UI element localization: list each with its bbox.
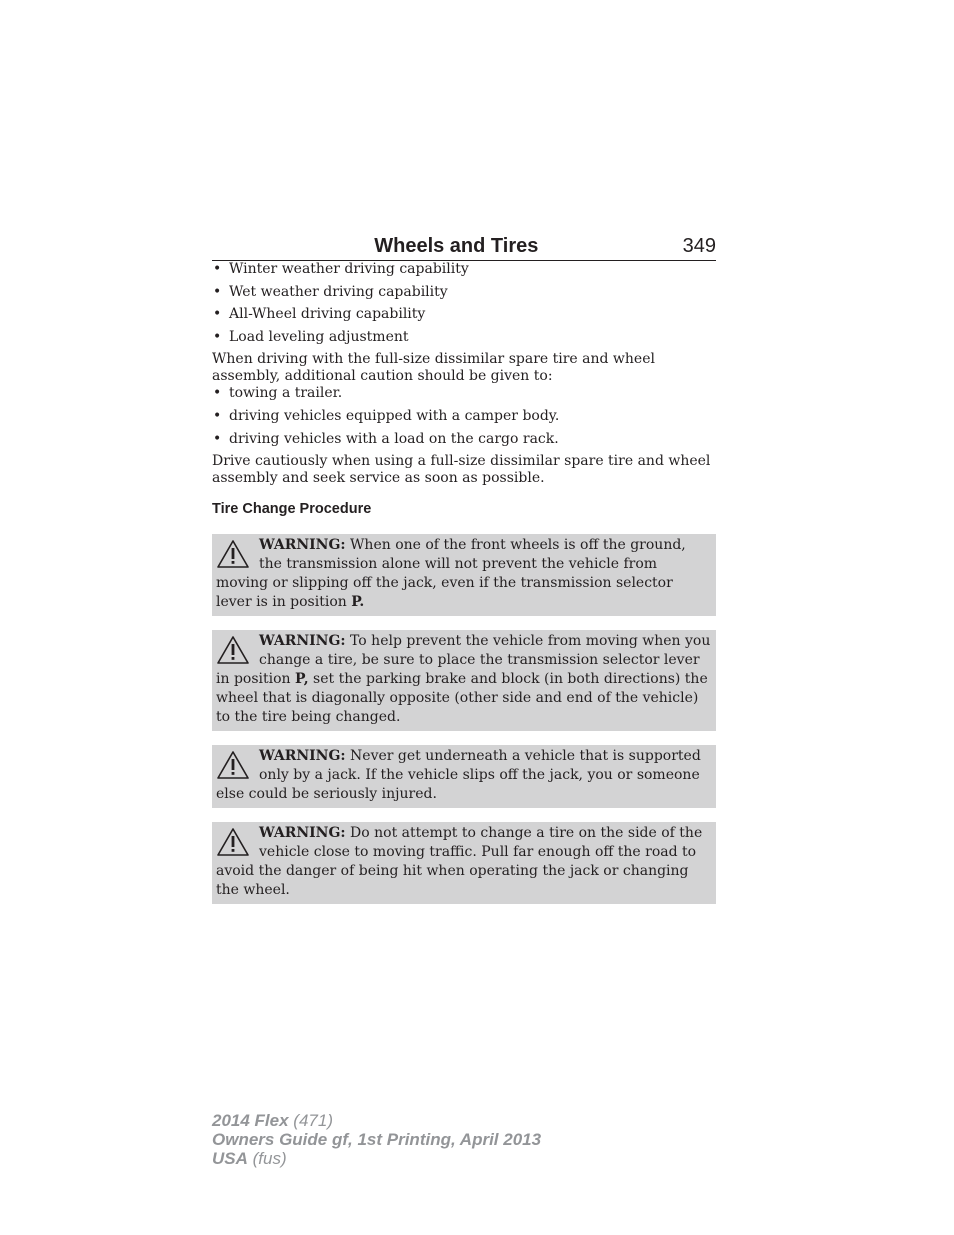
warning-box bbox=[212, 630, 716, 731]
feature-list bbox=[212, 261, 716, 346]
list-item: • towing a trailer. bbox=[212, 385, 716, 402]
page-title: Wheels and Tires bbox=[374, 235, 539, 257]
warning-triangle-icon bbox=[216, 750, 250, 780]
paragraph: Drive cautiously when using a full-size dissimilar spare tire and wheel assembly and seek service as soon as possible. bbox=[212, 453, 711, 487]
footer-model-line bbox=[212, 1111, 541, 1130]
warning-triangle-icon bbox=[216, 635, 250, 665]
footer-model-code: (471) bbox=[293, 1111, 333, 1130]
caution-list bbox=[212, 385, 716, 447]
footer-guide: Owners Guide gf, 1st Printing, April 2013 bbox=[212, 1130, 542, 1149]
warning-text: To help prevent the vehicle from moving when you change a tire, be sure to place the transmission selector lever in position bbox=[216, 633, 711, 688]
footer-region-code: (fus) bbox=[252, 1149, 287, 1168]
list-item: • driving vehicles equipped with a camper body. bbox=[212, 408, 716, 425]
manual-page bbox=[212, 226, 716, 904]
page-footer bbox=[212, 1111, 541, 1168]
page-content bbox=[212, 261, 716, 904]
warning-text: Do not attempt to change a tire on the side of the vehicle close to moving traffic. Pull far enough off the road to avoid the danger of being hit when operating the jack or changing the wheel. bbox=[216, 825, 703, 899]
warning-triangle-icon bbox=[216, 539, 250, 569]
warning-label: WARNING: bbox=[259, 537, 346, 554]
paragraph: When driving with the full-size dissimilar spare tire and wheel assembly, additional caution should be given to: bbox=[212, 351, 655, 385]
page-number: 349 bbox=[682, 235, 716, 257]
page-header bbox=[212, 226, 716, 261]
list-item: • Wet weather driving capability bbox=[212, 284, 716, 301]
warning-label: WARNING: bbox=[259, 633, 346, 650]
list-item: • All-Wheel driving capability bbox=[212, 306, 716, 323]
warning-text-after: set the parking brake and block (in both directions) the wheel that is diagonally opposite (other side and end of the vehicle) to the tire being changed. bbox=[216, 671, 708, 726]
list-item: • Winter weather driving capability bbox=[212, 261, 716, 278]
warning-text: When one of the front wheels is off the ground, the transmission alone will not prevent the vehicle from moving or slipping off the jack, even if the transmission selector lever is in position bbox=[216, 537, 686, 611]
warning-label: WARNING: bbox=[259, 825, 346, 842]
warning-emphasis: P. bbox=[351, 594, 365, 611]
footer-model: 2014 Flex bbox=[212, 1111, 289, 1130]
warning-emphasis: P, bbox=[295, 671, 309, 688]
warning-text: Never get underneath a vehicle that is supported only by a jack. If the vehicle slips off the jack, you or someone else could be seriously injured. bbox=[216, 748, 701, 803]
list-item: • Load leveling adjustment bbox=[212, 329, 716, 346]
footer-region-line bbox=[212, 1149, 541, 1168]
warning-label: WARNING: bbox=[259, 748, 346, 765]
warning-triangle-icon bbox=[216, 827, 250, 857]
warning-box bbox=[212, 745, 716, 808]
section-heading: Tire Change Procedure bbox=[212, 501, 372, 518]
warning-box bbox=[212, 822, 716, 904]
footer-region: USA bbox=[212, 1149, 248, 1168]
list-item: • driving vehicles with a load on the cargo rack. bbox=[212, 431, 716, 448]
warning-box bbox=[212, 534, 716, 616]
